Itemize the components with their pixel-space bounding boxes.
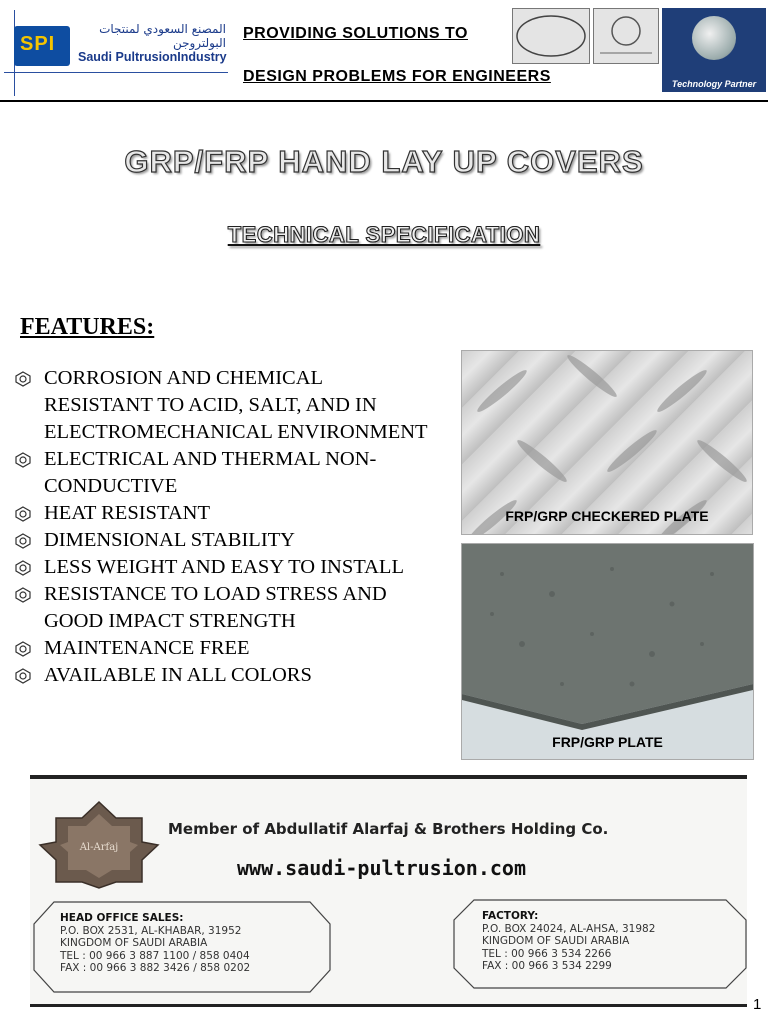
gear-bullet-icon bbox=[14, 668, 32, 684]
plate-photo bbox=[461, 543, 754, 760]
feature-item-load-stress bbox=[14, 581, 434, 635]
csyd-badge bbox=[512, 8, 590, 64]
feature-text: MAINTENANCE FREE bbox=[44, 637, 250, 659]
feature-text: AVAILABLE IN ALL COLORS bbox=[44, 664, 312, 686]
feature-text: RESISTANCE TO LOAD STRESS AND GOOD IMPACT STRENGTH bbox=[44, 583, 387, 632]
head-office-heading: HEAD OFFICE SALES: bbox=[60, 912, 184, 924]
factory-tel: TEL : 00 966 3 534 2266 bbox=[482, 947, 612, 960]
head-office-contact bbox=[60, 912, 250, 975]
feature-item-corrosion bbox=[14, 365, 434, 446]
page-title: GRP/FRP HAND LAY UP COVERS bbox=[124, 144, 644, 179]
gear-bullet-icon bbox=[14, 452, 32, 468]
company-name-english: Saudi PultrusionIndustry bbox=[78, 50, 227, 64]
spi-logo-text: SPI bbox=[20, 33, 56, 55]
gear-bullet-icon bbox=[14, 560, 32, 576]
feature-text: ELECTRICAL AND THERMAL NON-CONDUCTIVE bbox=[44, 448, 377, 497]
feature-item-heat-resistant bbox=[14, 500, 434, 527]
gear-bullet-icon bbox=[14, 641, 32, 657]
website-link[interactable]: www.saudi-pultrusion.com bbox=[237, 856, 526, 880]
page-subtitle: TECHNICAL SPECIFICATION bbox=[227, 222, 541, 247]
page-number: 1 bbox=[753, 996, 762, 1013]
feature-text: HEAT RESISTANT bbox=[44, 502, 210, 524]
tagline-line-2: DESIGN PROBLEMS FOR ENGINEERS bbox=[243, 68, 551, 85]
factory-heading: FACTORY: bbox=[482, 910, 539, 922]
head-office-fax: FAX : 00 966 3 882 3426 / 858 0202 bbox=[60, 962, 251, 974]
head-office-address: P.O. BOX 2531, AL-KHABAR, 31952 bbox=[60, 924, 242, 937]
plate-graphic bbox=[462, 544, 753, 759]
feature-item-non-conductive bbox=[14, 446, 434, 500]
company-name-arabic: المصنع السعودي لمنتجات البولتروجن bbox=[99, 22, 226, 50]
al-arfaj-seal-icon bbox=[38, 800, 160, 890]
factory-contact bbox=[482, 910, 655, 973]
technology-partner-badge bbox=[662, 8, 766, 92]
head-office-tel: TEL : 00 966 3 887 1100 / 858 0404 bbox=[60, 949, 250, 962]
feature-list bbox=[14, 365, 434, 689]
gear-bullet-icon bbox=[14, 506, 32, 522]
member-text: Member of Abdullatif Alarfaj & Brothers Holding Co. bbox=[168, 820, 609, 838]
feature-item-less-weight bbox=[14, 554, 434, 581]
feature-item-colors bbox=[14, 662, 434, 689]
logo-divider-horizontal bbox=[4, 72, 228, 73]
gear-bullet-icon bbox=[14, 587, 32, 603]
checkered-plate-caption: FRP/GRP CHECKERED PLATE bbox=[505, 508, 709, 524]
gear-bullet-icon bbox=[14, 371, 32, 387]
checkered-pattern bbox=[462, 351, 752, 534]
factory-country: KINGDOM OF SAUDI ARABIA bbox=[482, 935, 630, 947]
header-rule bbox=[0, 100, 768, 102]
cert-badge-graphic bbox=[594, 9, 658, 63]
head-office-country: KINGDOM OF SAUDI ARABIA bbox=[60, 937, 208, 949]
factory-fax: FAX : 00 966 3 534 2299 bbox=[482, 960, 612, 972]
feature-item-dimensional-stability bbox=[14, 527, 434, 554]
spi-logo bbox=[14, 26, 70, 66]
feature-text: CORROSION AND CHEMICAL RESISTANT TO ACID, SALT, AND IN ELECTROMECHANICAL ENVIRONMENT bbox=[44, 367, 428, 443]
feature-text: DIMENSIONAL STABILITY bbox=[44, 529, 295, 551]
checkered-plate-photo bbox=[461, 350, 753, 535]
plate-caption: FRP/GRP PLATE bbox=[552, 734, 663, 750]
globe-icon bbox=[692, 16, 736, 60]
technology-partner-label: Technology Partner bbox=[671, 79, 757, 89]
csyd-badge-graphic bbox=[513, 9, 589, 63]
tagline-line-1: PROVIDING SOLUTIONS TO bbox=[243, 25, 468, 42]
factory-address: P.O. BOX 24024, AL-AHSA, 31982 bbox=[482, 922, 656, 935]
cert-badge bbox=[593, 8, 659, 64]
feature-text: LESS WEIGHT AND EASY TO INSTALL bbox=[44, 556, 404, 578]
features-heading: FEATURES: bbox=[20, 314, 155, 340]
feature-item-maintenance-free bbox=[14, 635, 434, 662]
seal-text: Al-Arfaj bbox=[79, 842, 119, 853]
gear-bullet-icon bbox=[14, 533, 32, 549]
